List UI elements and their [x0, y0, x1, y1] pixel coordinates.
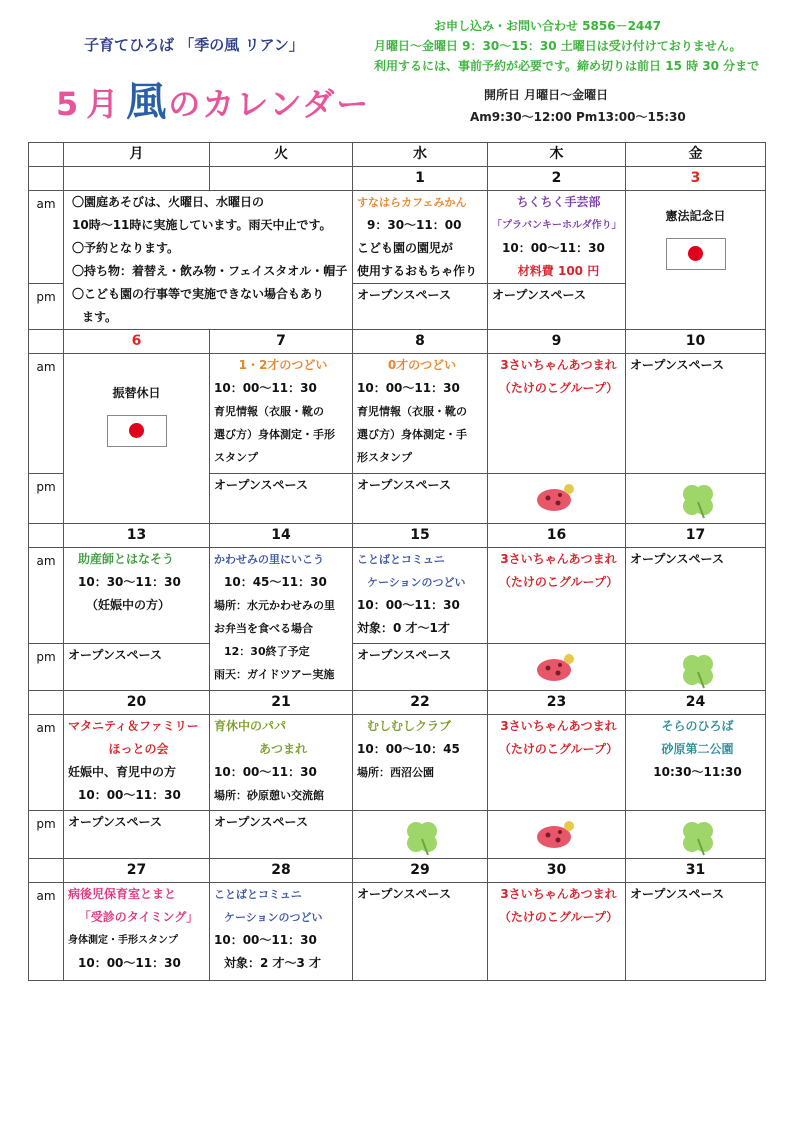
date-cell: 27 — [64, 859, 210, 883]
event-detail: 選び方）身体測定・手 — [357, 428, 467, 441]
notice-line: 10時～11時に実施しています。雨天中止です。 — [72, 218, 332, 232]
ladybug-icon — [532, 480, 576, 514]
event-detail: スタンプ — [214, 451, 258, 464]
pm-cell: オープンスペース — [488, 284, 626, 330]
pm-cell — [626, 474, 766, 524]
weekday-mon: 月 — [64, 143, 210, 167]
opening-hours — [470, 84, 686, 128]
open-hours: Am9:30～12:00 Pm13:00～15:30 — [470, 110, 686, 124]
event-detail: 身体測定・手形スタンプ — [68, 935, 178, 946]
event-title-cont: 「受診のタイミング」 — [78, 910, 199, 924]
event-title: ことばとコミュニ — [357, 553, 445, 566]
event-cell — [488, 354, 626, 474]
pm-cell: オープンスペース — [353, 644, 488, 691]
notice-line: 〇予約となります。 — [72, 241, 180, 255]
am-row — [29, 191, 766, 284]
header-corner — [29, 143, 64, 167]
date-cell: 8 — [353, 330, 488, 354]
weekday-header-row — [29, 143, 766, 167]
event-time: 10：00～11：30 — [78, 956, 181, 970]
event-time: 10：00～10：45 — [357, 742, 460, 756]
event-title: 育休中のパパ — [214, 719, 287, 733]
pm-cell — [488, 644, 626, 691]
notice-box — [64, 191, 353, 330]
date-row — [29, 330, 766, 354]
event-time: 10：00～11：30 — [214, 381, 317, 395]
contact-phone: お申し込み・お問い合わせ 5856－2447 — [434, 19, 661, 33]
pm-cell — [626, 644, 766, 691]
clover-icon — [678, 650, 718, 690]
event-detail: お弁当を食べる場合 — [214, 622, 313, 635]
event-title: 1・2才のつどい — [238, 358, 328, 372]
pm-cell: オープンスペース — [64, 811, 210, 859]
event-title: ことばとコミュニ — [214, 888, 302, 901]
page-title — [56, 70, 370, 127]
event-cell — [353, 548, 488, 644]
event-detail: 12：30終了予定 — [224, 645, 310, 658]
pm-row — [29, 644, 766, 691]
am-row — [29, 883, 766, 981]
date-cell: 9 — [488, 330, 626, 354]
notice-line: 〇こども園の行事等で実施できない場合もあり — [72, 287, 325, 301]
event-detail: 雨天：ガイドツアー実施 — [214, 668, 335, 681]
clover-icon — [402, 817, 442, 857]
event-cell — [488, 715, 626, 811]
date-cell: 28 — [210, 859, 353, 883]
event-time: 10：00～11：30 — [78, 788, 181, 802]
event-title: かわせみの里にいこう — [214, 553, 324, 566]
event-cell — [626, 715, 766, 811]
event-cell — [353, 715, 488, 811]
date-cell-holiday: 6 — [64, 330, 210, 354]
event-cell — [626, 354, 766, 474]
pm-cell — [488, 474, 626, 524]
japan-flag-icon — [666, 238, 726, 270]
event-cell — [64, 883, 210, 981]
am-row — [29, 548, 766, 644]
am-label: am — [29, 883, 64, 981]
event-detail: 妊娠中、育児中の方 — [68, 765, 177, 779]
event-cell — [210, 548, 353, 691]
am-label: am — [29, 191, 64, 284]
event-detail: 選び方）身体測定・手形 — [214, 428, 335, 441]
date-cell: 15 — [353, 524, 488, 548]
event-cell — [210, 354, 353, 474]
event-time: 10：00～11：30 — [214, 933, 317, 947]
event-detail: 使用するおもちゃ作り — [357, 264, 478, 278]
pm-label: pm — [29, 474, 64, 524]
date-cell: 22 — [353, 691, 488, 715]
clover-icon — [678, 817, 718, 857]
holiday-cell — [626, 191, 766, 330]
event-title: 病後児保育室とまと — [68, 887, 177, 901]
date-cell: 17 — [626, 524, 766, 548]
pm-cell: オープンスペース — [210, 811, 353, 859]
notice-line: 〇園庭あそびは、火曜日、水曜日の — [72, 195, 265, 209]
event-title: むしむしクラブ — [367, 719, 452, 733]
date-cell: 30 — [488, 859, 626, 883]
date-cell: 7 — [210, 330, 353, 354]
event-target: 対象：0 才～1才 — [357, 621, 450, 635]
holiday-name: 振替休日 — [112, 386, 161, 400]
date-row — [29, 167, 766, 191]
event-subtitle: （妊娠中の方） — [86, 598, 171, 612]
event-title-cont: あつまれ — [258, 742, 307, 756]
pm-cell: オープンスペース — [353, 284, 488, 330]
pm-label: pm — [29, 811, 64, 859]
event-title: そらのひろば — [661, 719, 734, 733]
pm-cell — [626, 811, 766, 859]
japan-flag-icon — [107, 415, 167, 447]
event-detail: こども園の園児が — [357, 241, 454, 255]
pm-label: pm — [29, 284, 64, 330]
event-time: 9：30～11：00 — [367, 218, 462, 232]
open-space: オープンスペース — [357, 887, 451, 901]
event-time: 10：00～11：30 — [214, 765, 317, 779]
am-row — [29, 354, 766, 474]
event-title-cont: ほっとの会 — [108, 742, 169, 756]
event-title: ちくちく手芸部 — [516, 195, 601, 209]
event-title: 3さいちゃんあつまれ — [500, 358, 617, 372]
pm-cell: オープンスペース — [353, 474, 488, 524]
event-target: 対象：2 才～3 才 — [224, 956, 322, 970]
date-row — [29, 691, 766, 715]
event-time: 10：00～11：30 — [502, 241, 605, 255]
notice-line: 〇持ち物：着替え・飲み物・フェイスタオル・帽子 — [72, 264, 348, 278]
date-row-label — [29, 167, 64, 191]
event-detail: 育児情報（衣服・靴の — [214, 405, 324, 418]
open-space: オープンスペース — [630, 552, 724, 566]
event-time: 10：30～11：30 — [78, 575, 181, 589]
event-subtitle: （たけのこグループ） — [498, 575, 619, 589]
open-days: 開所日 月曜日～金曜日 — [484, 88, 609, 102]
clover-icon — [678, 480, 718, 520]
date-row-label — [29, 524, 64, 548]
holiday-name: 憲法記念日 — [665, 209, 726, 223]
event-title: マタニティ＆ファミリー — [68, 719, 199, 733]
pm-label: pm — [29, 644, 64, 691]
am-row — [29, 715, 766, 811]
date-cell: 2 — [488, 167, 626, 191]
date-row-label — [29, 330, 64, 354]
event-title: 3さいちゃんあつまれ — [500, 552, 617, 566]
event-time: 10：00～11：30 — [357, 598, 460, 612]
open-space: オープンスペース — [630, 358, 724, 372]
page-subtitle: 子育てひろば 「季の風 リアン」 — [84, 36, 304, 54]
weekday-tue: 火 — [210, 143, 353, 167]
pm-cell — [488, 811, 626, 859]
event-cell — [488, 883, 626, 981]
date-cell: 20 — [64, 691, 210, 715]
title-kaze-char: 風 — [126, 79, 169, 125]
event-subtitle: （たけのこグループ） — [498, 381, 619, 395]
date-cell: 10 — [626, 330, 766, 354]
event-title: 3さいちゃんあつまれ — [500, 719, 617, 733]
weekday-thu: 木 — [488, 143, 626, 167]
event-place: 場所：西沼公園 — [357, 766, 434, 779]
event-title: すなはらカフェみかん — [357, 196, 467, 209]
date-cell: 23 — [488, 691, 626, 715]
am-label: am — [29, 548, 64, 644]
date-cell: 13 — [64, 524, 210, 548]
event-cell — [64, 548, 210, 644]
pm-row — [29, 811, 766, 859]
am-label: am — [29, 715, 64, 811]
am-label: am — [29, 354, 64, 474]
event-subtitle: 「プラバンキーホルダ作り」 — [492, 220, 622, 231]
title-month: 5月 — [56, 85, 127, 123]
event-cell — [488, 548, 626, 644]
open-space: オープンスペース — [630, 887, 724, 901]
pm-cell: オープンスペース — [64, 644, 210, 691]
date-row — [29, 859, 766, 883]
event-time: 10:30～11:30 — [653, 765, 742, 779]
event-place: 場所：砂原憩い交流館 — [214, 789, 324, 802]
event-place: 砂原第二公園 — [661, 742, 734, 756]
event-cell — [210, 883, 353, 981]
event-detail: 形スタンプ — [357, 451, 412, 464]
date-cell: 29 — [353, 859, 488, 883]
date-cell: 31 — [626, 859, 766, 883]
notice-line: ます。 — [82, 310, 118, 324]
ladybug-icon — [532, 817, 576, 851]
event-time: 10：45～11：30 — [224, 575, 327, 589]
event-subtitle: （たけのこグループ） — [498, 910, 619, 924]
event-cell — [353, 883, 488, 981]
date-cell: 14 — [210, 524, 353, 548]
event-cell — [353, 191, 488, 284]
date-row-label — [29, 691, 64, 715]
event-title-cont: ケーションのつどい — [367, 576, 466, 589]
calendar-table — [28, 142, 766, 981]
ladybug-icon — [532, 650, 576, 684]
date-row-label — [29, 859, 64, 883]
contact-info — [374, 16, 759, 76]
holiday-cell — [64, 354, 210, 524]
event-cell — [353, 354, 488, 474]
date-cell — [64, 167, 210, 191]
event-cell — [626, 548, 766, 644]
event-title: 3さいちゃんあつまれ — [500, 887, 617, 901]
title-suffix: のカレンダー — [168, 85, 371, 123]
pm-cell — [353, 811, 488, 859]
weekday-fri: 金 — [626, 143, 766, 167]
contact-reception-hours: 月曜日～金曜日 9：30～15：30 土曜日は受け付けておりません。 — [374, 39, 742, 53]
event-fee: 材料費 100 円 — [517, 264, 600, 278]
date-cell: 1 — [353, 167, 488, 191]
event-title-cont: ケーションのつどい — [224, 911, 323, 924]
event-time: 10：00～11：30 — [357, 381, 460, 395]
date-cell: 16 — [488, 524, 626, 548]
event-detail: 場所：水元かわせみの里 — [214, 599, 335, 612]
date-cell — [210, 167, 353, 191]
date-cell: 21 — [210, 691, 353, 715]
date-row — [29, 524, 766, 548]
date-cell-holiday: 3 — [626, 167, 766, 191]
event-detail: 育児情報（衣服・靴の — [357, 405, 467, 418]
event-cell — [210, 715, 353, 811]
event-cell — [626, 883, 766, 981]
event-cell — [488, 191, 626, 284]
event-title: 助産師とはなそう — [78, 552, 175, 566]
weekday-wed: 水 — [353, 143, 488, 167]
event-cell — [64, 715, 210, 811]
event-title: 0才のつどい — [387, 358, 457, 372]
pm-cell: オープンスペース — [210, 474, 353, 524]
date-cell: 24 — [626, 691, 766, 715]
event-subtitle: （たけのこグループ） — [498, 742, 619, 756]
contact-reservation-note: 利用するには、事前予約が必要です。締め切りは前日 15 時 30 分まで — [374, 59, 760, 73]
